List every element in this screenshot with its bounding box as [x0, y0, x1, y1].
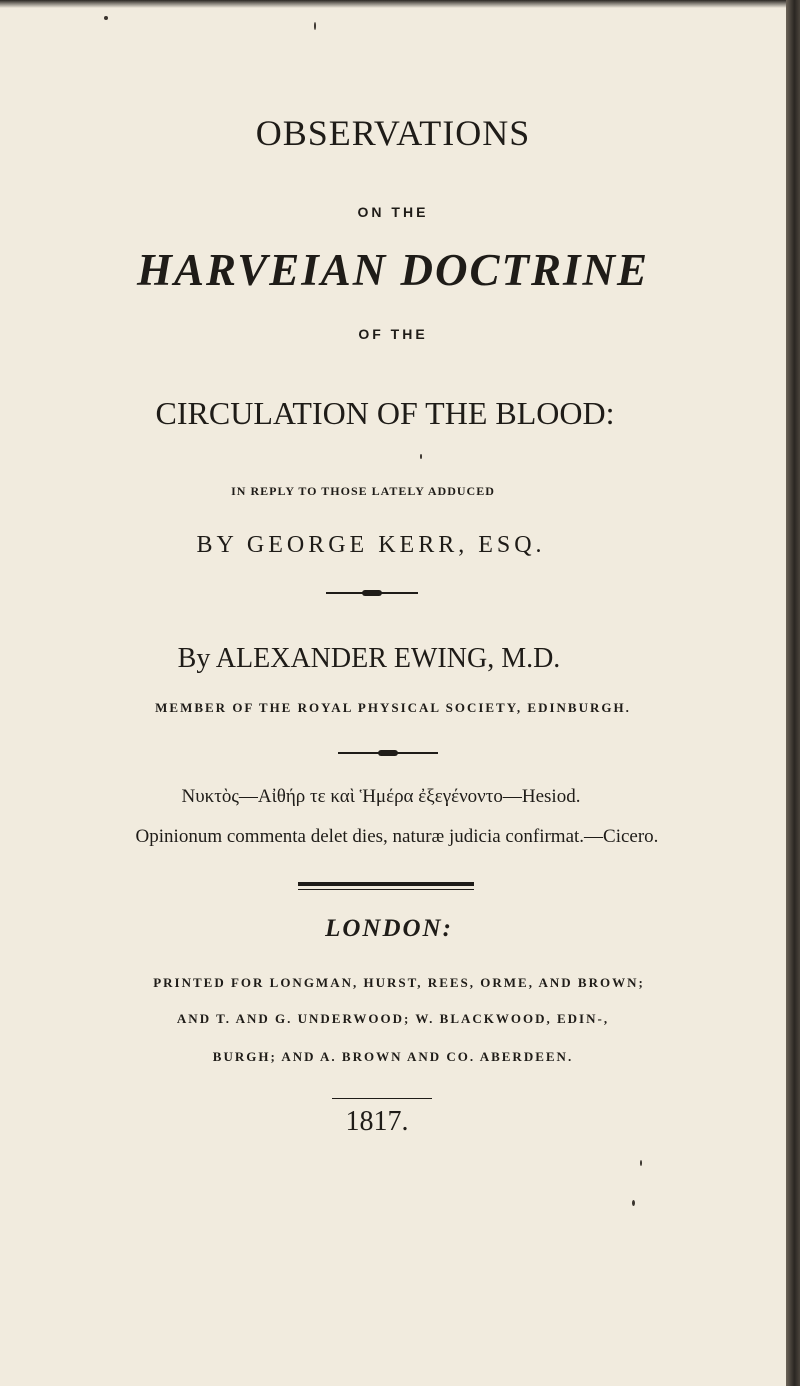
ornament-rule-1	[326, 592, 418, 594]
imprint-year: 1817.	[345, 1106, 409, 1137]
speck	[632, 1200, 635, 1206]
double-rule-top	[298, 882, 474, 886]
speck	[314, 22, 316, 30]
author-name: By ALEXANDER EWING, M.D.	[177, 643, 561, 674]
title-observations: OBSERVATIONS	[255, 113, 531, 153]
title-on-the: ON THE	[357, 204, 429, 220]
year-rule	[332, 1098, 432, 1099]
speck	[420, 454, 422, 459]
book-spine-edge	[786, 0, 800, 1386]
ornament-rule-2	[338, 752, 438, 754]
title-of-the: OF THE	[358, 326, 428, 342]
imprint-line-2: AND T. AND G. UNDERWOOD; W. BLACKWOOD, EDIN-,	[176, 1011, 610, 1026]
author-affiliation: MEMBER OF THE ROYAL PHYSICAL SOCIETY, EDINBURGH.	[155, 700, 631, 715]
epigraph-greek: Νυκτὸς—Αἰθήρ τε καὶ Ἡμέρα ἐξεγένοντο—Hesiod.	[181, 786, 581, 807]
subtitle-kerr: BY GEORGE KERR, ESQ.	[196, 532, 546, 558]
title-circulation: CIRCULATION OF THE BLOOD:	[155, 395, 615, 431]
speck	[640, 1160, 642, 1166]
page-top-shadow	[0, 0, 800, 8]
imprint-line-3: BURGH; AND A. BROWN AND CO. ABERDEEN.	[212, 1049, 574, 1064]
imprint-place: LONDON:	[325, 915, 453, 942]
speck	[104, 16, 108, 20]
title-harveian-doctrine: HARVEIAN DOCTRINE	[136, 245, 650, 295]
epigraph-latin: Opinionum commenta delet dies, naturæ judicia confirmat.—Cicero.	[135, 826, 659, 847]
imprint-line-1: PRINTED FOR LONGMAN, HURST, REES, ORME, AND BROWN;	[153, 975, 645, 990]
subtitle-reply: IN REPLY TO THOSE LATELY ADDUCED	[231, 484, 495, 498]
double-rule-bottom	[298, 889, 474, 890]
